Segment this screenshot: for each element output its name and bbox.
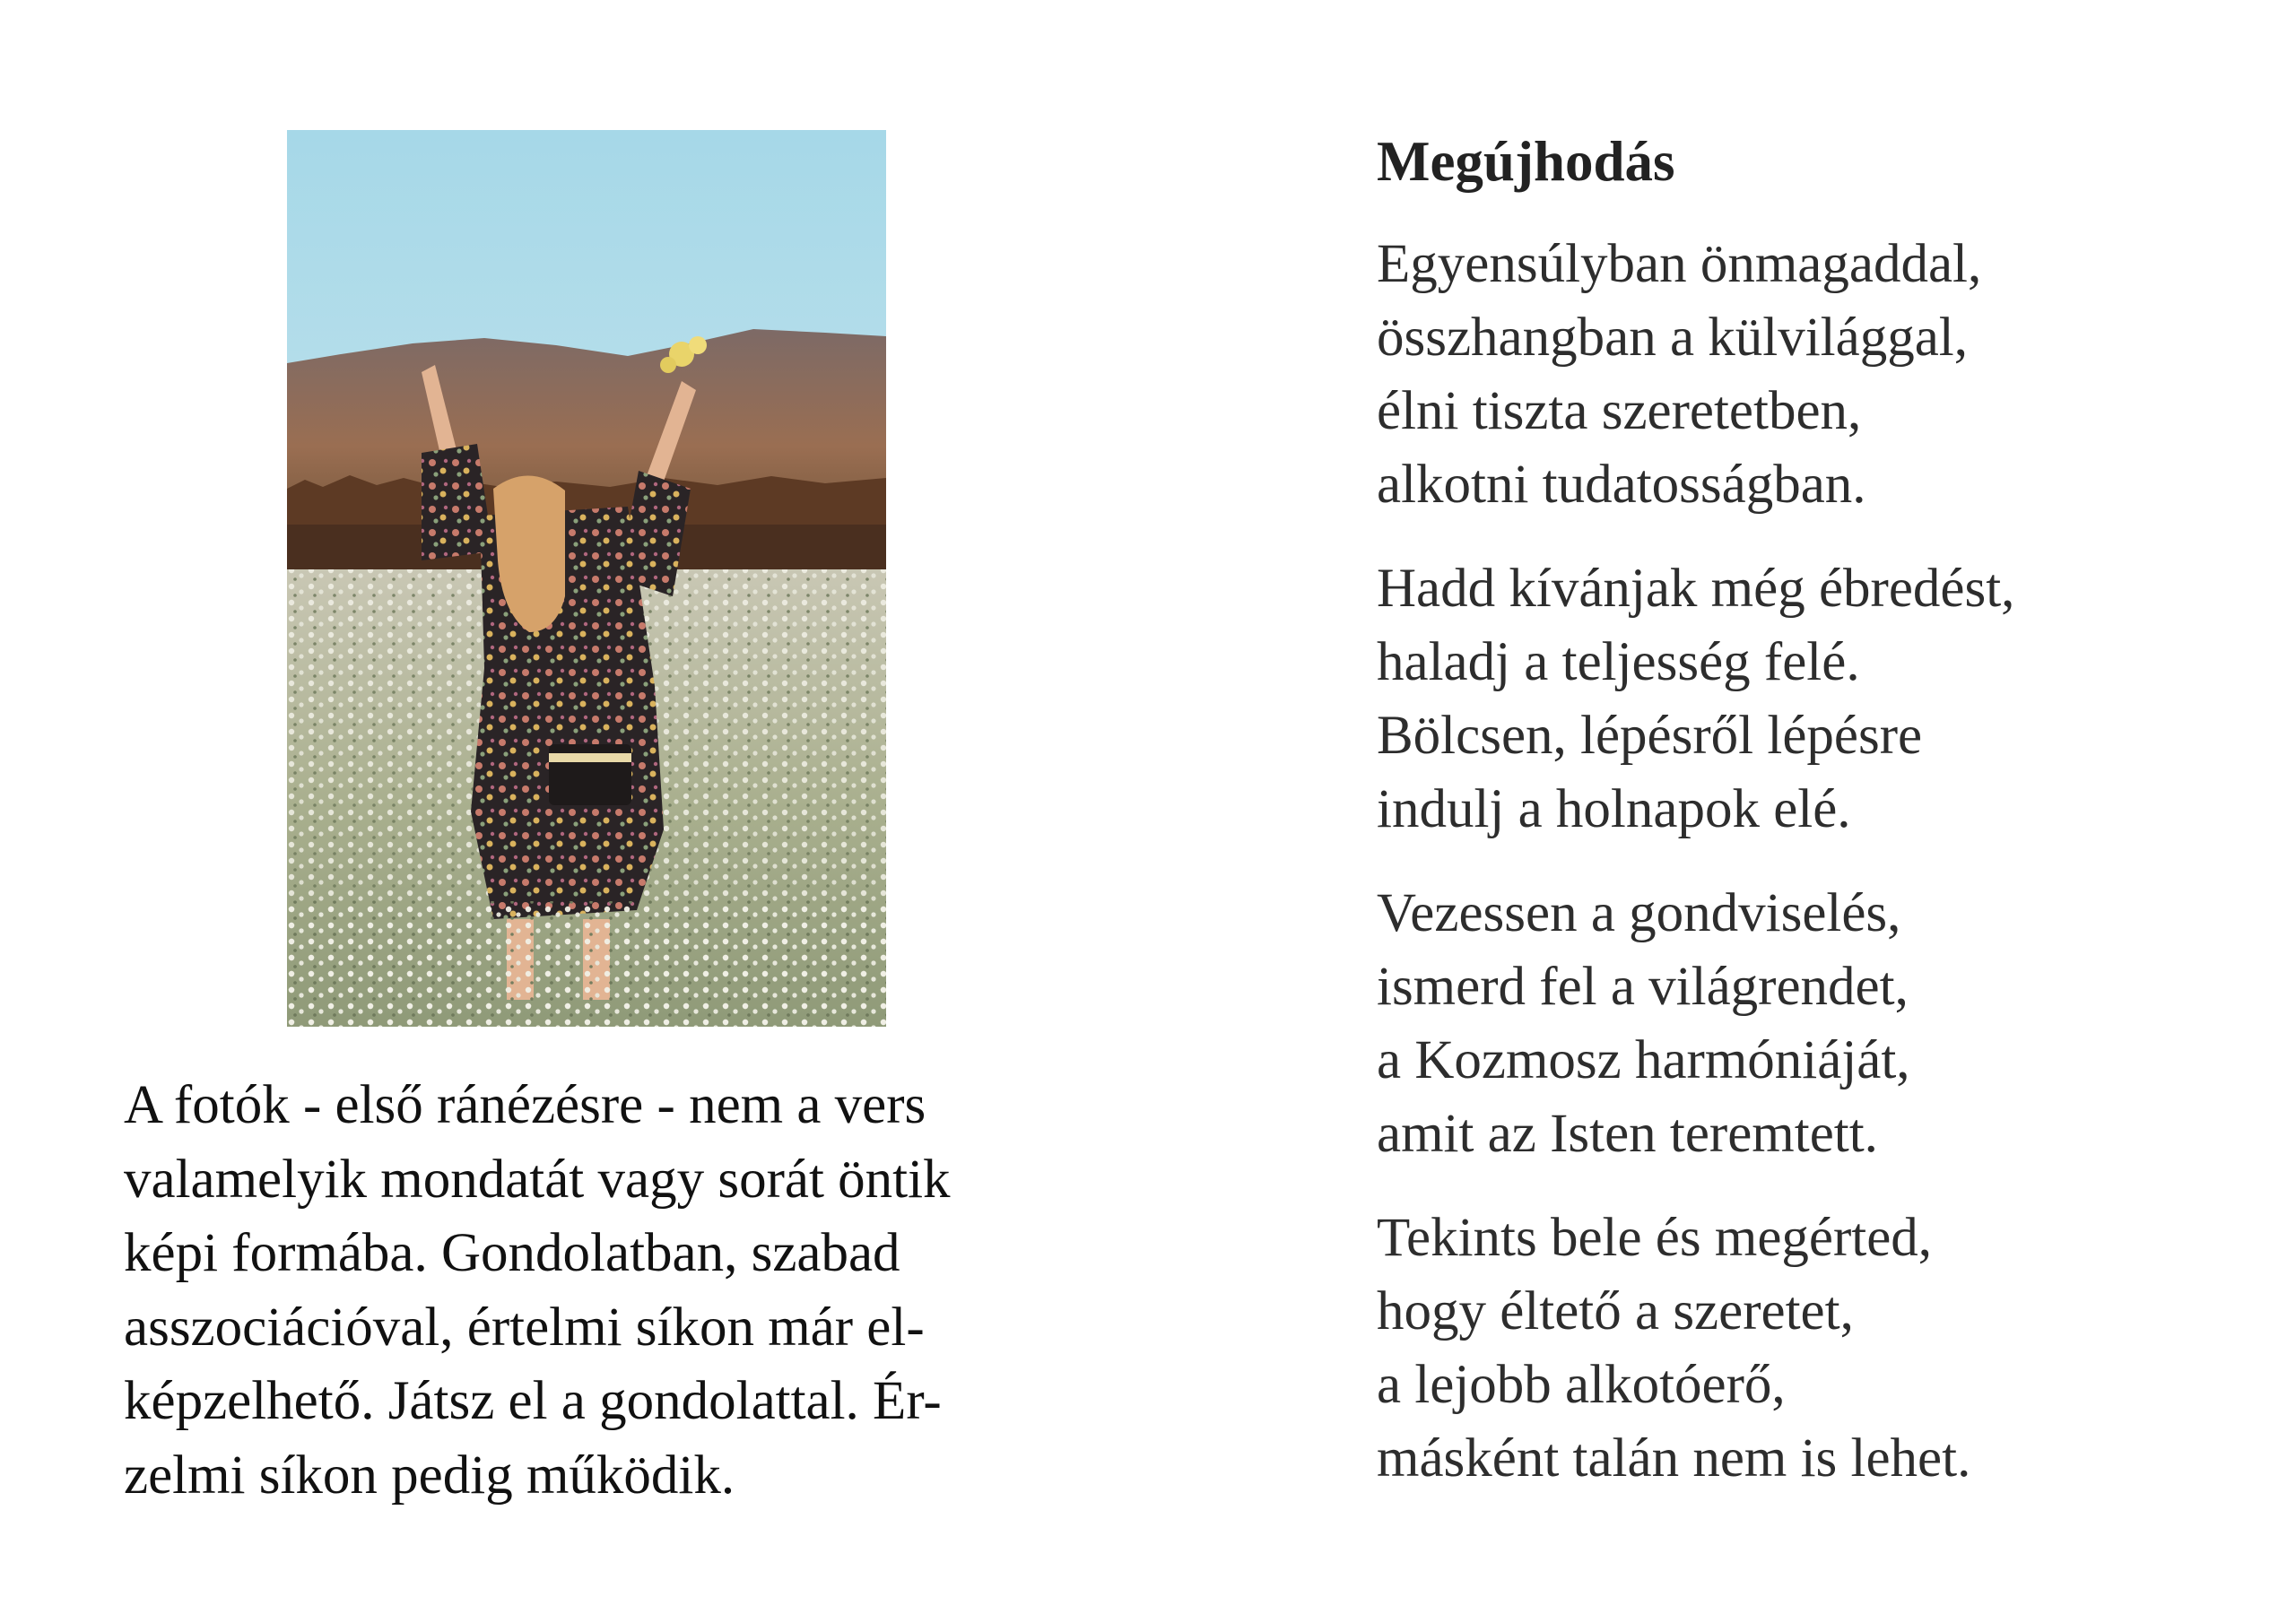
poem-stanza-3 bbox=[1377, 877, 2238, 1171]
poem-line: Bölcsen, lépésről lépésre bbox=[1377, 706, 1923, 766]
poem-line: a Kozmosz harmóniáját, bbox=[1377, 1030, 1910, 1090]
caption-line: képi formába. Gondolatban, szabad bbox=[124, 1223, 900, 1283]
poem-line: összhangban a külvilággal, bbox=[1377, 308, 1968, 368]
poem-line: másként talán nem is lehet. bbox=[1377, 1428, 1971, 1488]
poem-line: hogy éltető a szeretet, bbox=[1377, 1281, 1854, 1341]
photo-woman-in-flower-field bbox=[287, 130, 886, 1027]
caption-line: A fotók - első ránézésre - nem a vers bbox=[124, 1075, 926, 1135]
poem-stanza-4 bbox=[1377, 1202, 2238, 1496]
caption-line: képzelhető. Játsz el a gondolattal. Ér- bbox=[124, 1371, 942, 1431]
poem-line: Hadd kívánjak még ébredést, bbox=[1377, 559, 2015, 619]
caption-line: valamelyik mondatát vagy sorát öntik bbox=[124, 1149, 951, 1210]
poem-title: Megújhodás bbox=[1377, 130, 1675, 193]
poem-stanza-2 bbox=[1377, 552, 2238, 846]
poem-line: haladj a teljesség felé. bbox=[1377, 632, 1860, 692]
poem-line: indulj a holnapok elé. bbox=[1377, 779, 1851, 839]
poem-line: amit az Isten teremtett. bbox=[1377, 1104, 1878, 1164]
poem-line: élni tiszta szeretetben, bbox=[1377, 381, 1862, 441]
caption-paragraph bbox=[124, 1069, 1074, 1513]
caption-line: asszociációval, értelmi síkon már el- bbox=[124, 1297, 925, 1358]
poem-line: a lejobb alkotóerő, bbox=[1377, 1355, 1786, 1415]
poem-stanza-1 bbox=[1377, 228, 2238, 522]
poem-line: alkotni tudatosságban. bbox=[1377, 455, 1866, 515]
poem-line: Vezessen a gondviselés, bbox=[1377, 883, 1901, 943]
caption-line: zelmi síkon pedig működik. bbox=[124, 1445, 735, 1506]
poem bbox=[1377, 126, 2238, 1526]
poem-line: ismerd fel a világrendet, bbox=[1377, 957, 1909, 1017]
poem-line: Tekints bele és megérted, bbox=[1377, 1208, 1933, 1268]
photo-illustration bbox=[287, 130, 886, 1027]
poem-line: Egyensúlyban önmagaddal, bbox=[1377, 234, 1982, 294]
